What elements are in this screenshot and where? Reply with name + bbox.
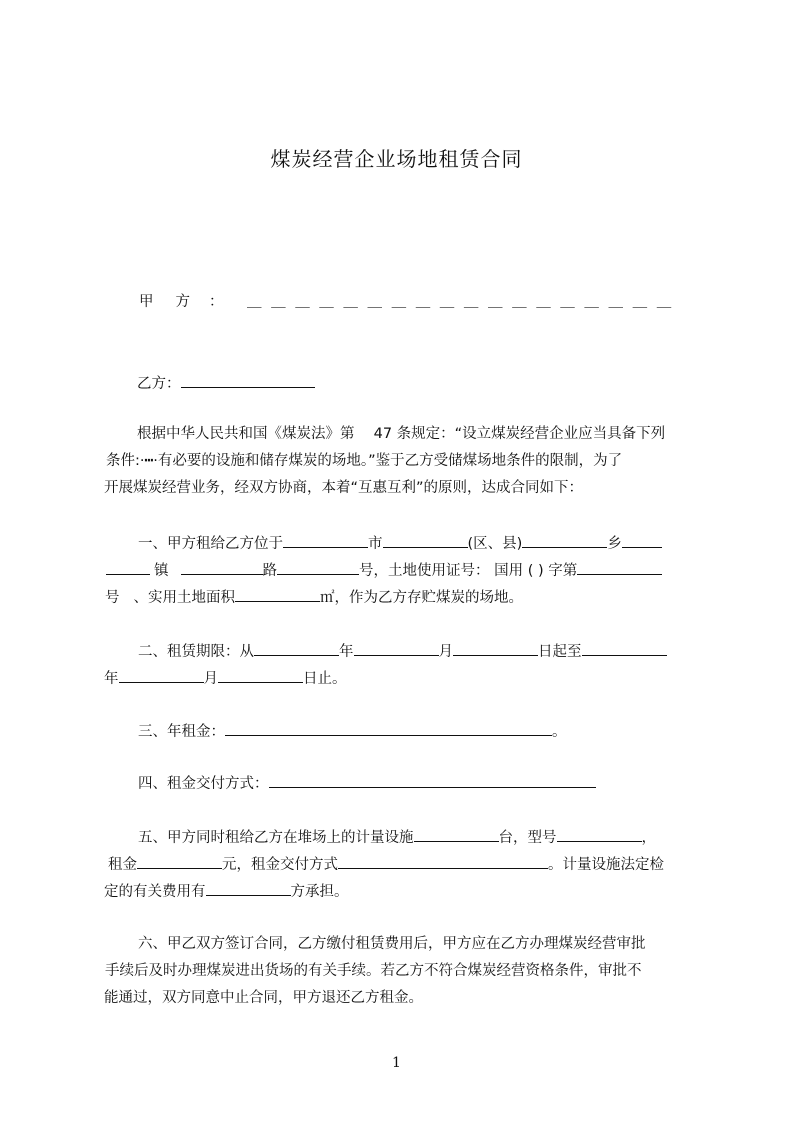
clause-2-line-2 — [104, 667, 347, 689]
clause-4-line — [138, 772, 596, 794]
clause-1-text-h: 号 — [105, 590, 120, 606]
party-a-label: 甲方 — [139, 294, 212, 310]
clause-1-text-j: ㎡，作为乙方存贮煤炭的场地。 — [320, 590, 523, 606]
township-blank — [522, 532, 607, 548]
clause-2-text-g: 日止。 — [303, 671, 347, 687]
clause-1-line-3 — [105, 586, 523, 608]
clause-6-line-3: 能通过，双方同意中止合同，甲方退还乙方租金。 — [104, 990, 423, 1006]
party-a-colon: ： — [209, 294, 224, 310]
clause-3-text-b: 。 — [552, 724, 567, 740]
start-day-blank — [453, 640, 538, 656]
clause-5-line-2 — [108, 853, 664, 875]
road-blank — [181, 559, 263, 575]
party-b-blank — [181, 372, 315, 388]
clause-4-text-a: 四、租金交付方式： — [138, 776, 269, 792]
start-year-blank — [254, 640, 339, 656]
clause-1-text-e: 镇 — [154, 563, 169, 579]
clause-5-line-3 — [104, 880, 349, 902]
clause-5-text-c: ， — [641, 830, 656, 846]
clause-5-text-b: 台，型号 — [498, 830, 557, 846]
clause-5-text-f: 。计量设施法定检 — [548, 857, 664, 873]
number-blank — [277, 559, 359, 575]
document-title: 煤炭经营企业场地租赁合同 — [270, 147, 523, 171]
land-cert-blank — [577, 559, 662, 575]
clause-2-text-c: 月 — [438, 644, 453, 660]
clause-6-line-1: 六、甲乙双方签订合同，乙方缴付租赁费用后，甲方应在乙方办理煤炭经营审批 — [138, 936, 646, 952]
party-b-line — [137, 372, 315, 394]
clause-1-line-1 — [138, 532, 662, 554]
clause-6-line-2: 手续后及时办理煤炭进出货场的有关手续。若乙方不符合煤炭经营资格条件，审批不 — [105, 963, 642, 979]
clause-2-line-1 — [138, 640, 667, 662]
equipment-rent-blank — [137, 853, 222, 869]
clause-1-text-a: 一、甲方租给乙方位于 — [138, 536, 283, 552]
annual-rent-blank — [225, 720, 552, 736]
preamble-line-2: 条件:·┅·有必要的设施和储存煤炭的场地。”鉴于乙方受储煤场地条件的限制，为了 — [106, 453, 623, 469]
end-month-blank — [119, 667, 204, 683]
party-b-label: 乙方： — [137, 376, 181, 392]
end-day-blank — [218, 667, 303, 683]
clause-5-text-a: 五、甲方同时租给乙方在堆场上的计量设施 — [138, 830, 414, 846]
clause-1-text-c: (区、县) — [467, 536, 523, 552]
town-blank-head — [106, 559, 150, 575]
clause-2-text-d: 日起至 — [538, 644, 582, 660]
equipment-count-blank — [414, 826, 499, 842]
clause-3-line — [138, 720, 567, 742]
model-blank — [557, 826, 642, 842]
area-blank — [235, 586, 320, 602]
clause-1-line-2 — [106, 559, 662, 581]
party-a-blank: ＿＿＿＿＿＿＿＿＿＿＿＿＿＿＿＿＿＿ — [247, 294, 681, 310]
party-a-line — [139, 292, 699, 312]
clause-5-text-h: 方承担。 — [290, 884, 349, 900]
district-blank — [383, 532, 468, 548]
clause-2-text-e: 年 — [104, 671, 119, 687]
city-blank — [283, 532, 368, 548]
clause-1-text-f: 路 — [262, 563, 277, 579]
start-month-blank — [354, 640, 439, 656]
clause-1-text-g: 号，土地使用证号： 国用 ( ) 字第 — [359, 563, 578, 579]
clause-2-text-a: 二、租赁期限：从 — [138, 644, 254, 660]
page-number: 1 — [392, 1055, 401, 1071]
clause-5-text-e: 元，租金交付方式 — [222, 857, 338, 873]
clause-2-text-b: 年 — [339, 644, 354, 660]
clause-1-text-b: 市 — [368, 536, 383, 552]
clause-5-text-d: 租金 — [108, 857, 137, 873]
preamble-line-3: 开展煤炭经营业务，经双方协商，本着“互惠互利”的原则，达成合同如下： — [104, 480, 584, 496]
clause-5-text-g: 定的有关费用有 — [104, 884, 206, 900]
township-blank-tail — [622, 532, 662, 548]
end-year-blank-head — [582, 640, 667, 656]
preamble-line-1: 根据中华人民共和国《煤炭法》第 47 条规定：“设立煤炭经营企业应当具备下列 — [137, 426, 666, 442]
clause-3-text-a: 三、年租金： — [138, 724, 225, 740]
clause-5-line-1 — [138, 826, 656, 848]
clause-1-text-i: 、实用土地面积 — [133, 590, 235, 606]
payment-method-blank — [269, 772, 596, 788]
responsible-party-blank — [206, 880, 291, 896]
equipment-payment-blank — [338, 853, 548, 869]
clause-1-text-d: 乡 — [607, 536, 622, 552]
clause-2-text-f: 月 — [203, 671, 218, 687]
